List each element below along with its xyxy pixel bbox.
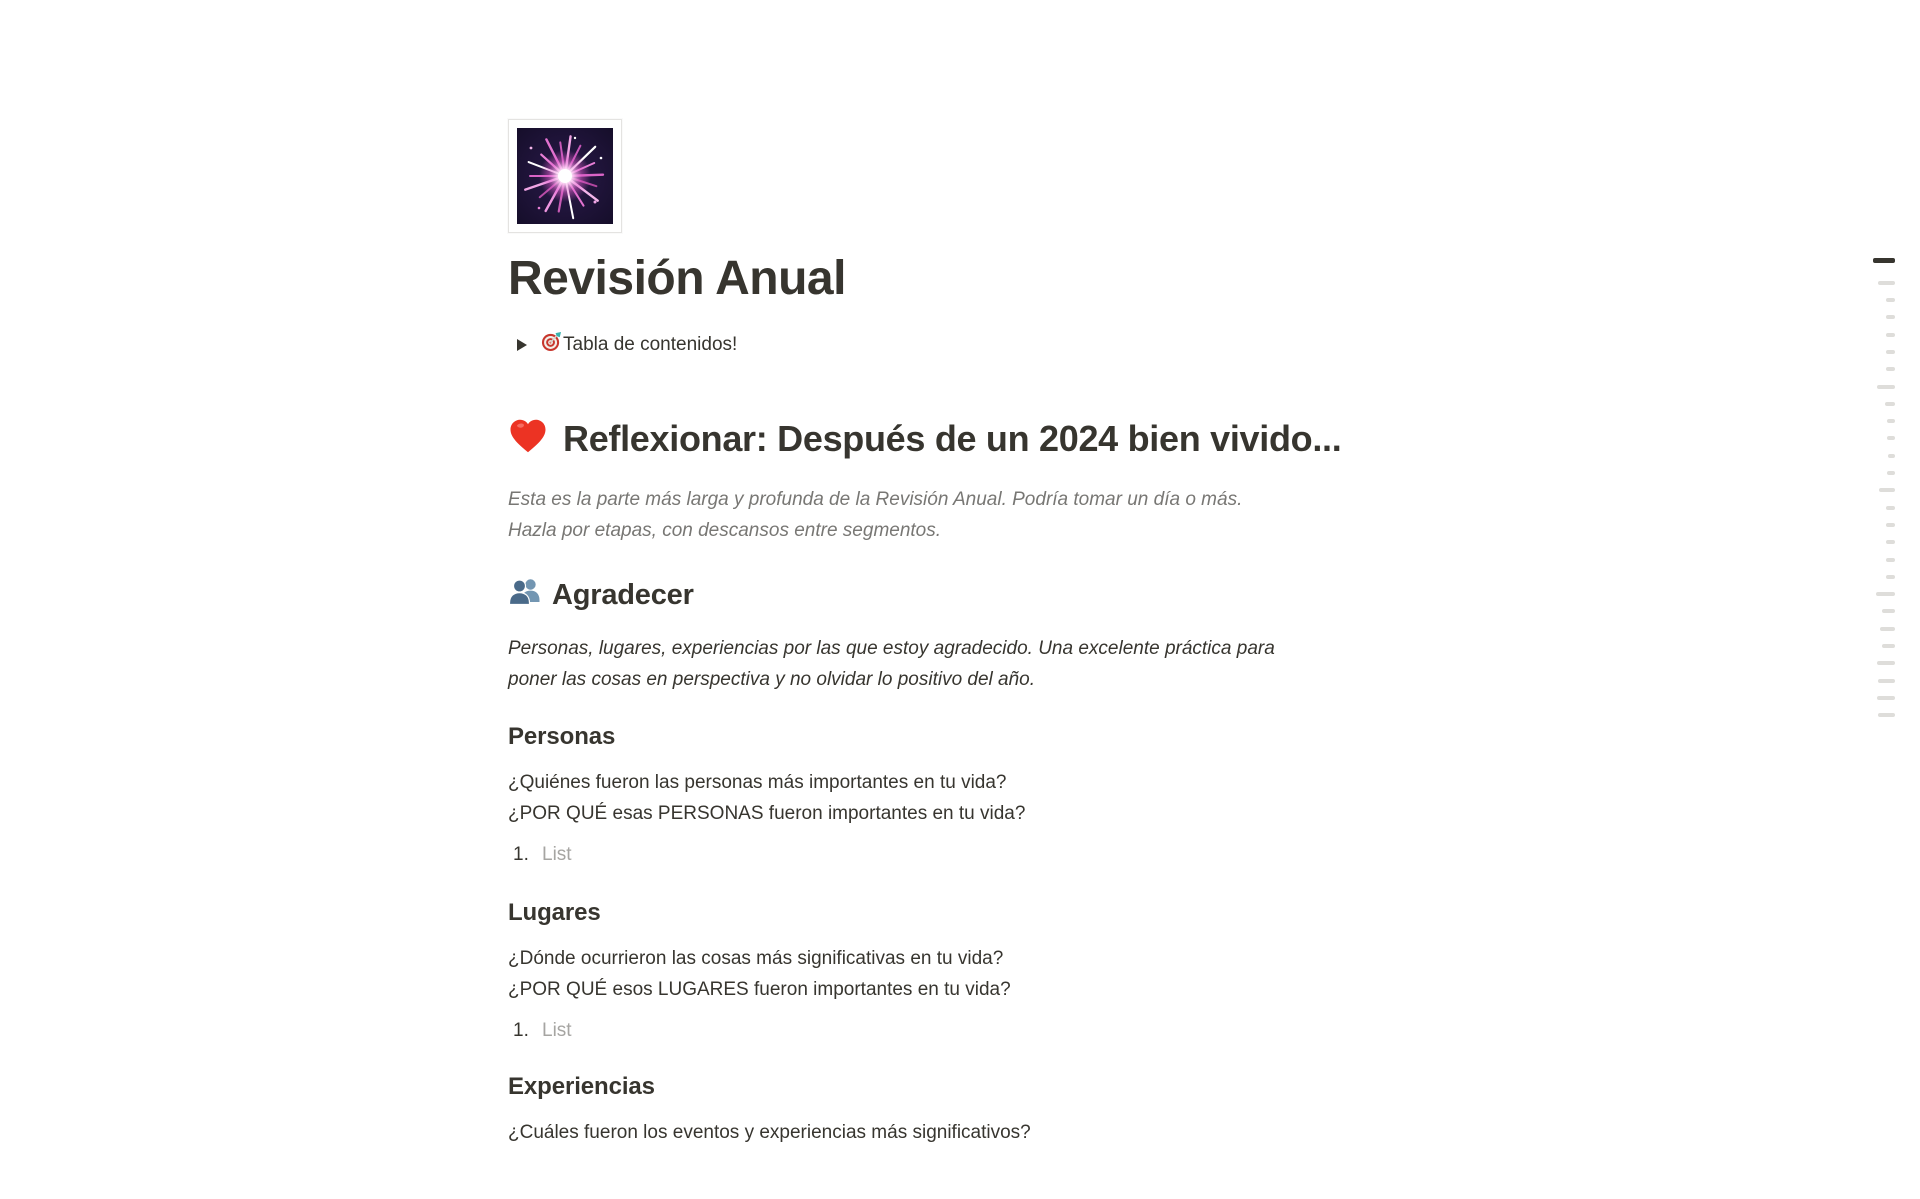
toggle-triangle-icon[interactable] [510, 333, 534, 357]
agradecer-description [508, 633, 1400, 695]
outline-dash[interactable] [1888, 454, 1895, 458]
heading-personas: Personas [508, 723, 616, 750]
outline-dash[interactable] [1886, 558, 1895, 562]
red-heart-icon [508, 417, 548, 467]
heading-lugares: Lugares [508, 899, 601, 926]
question-line: ¿Cuáles fueron los eventos y experiencias más significativos? [508, 1122, 1031, 1143]
outline-dash[interactable] [1877, 696, 1895, 700]
heading-experiencias: Experiencias [508, 1073, 655, 1100]
outline-dash[interactable] [1886, 523, 1895, 527]
outline-dash[interactable] [1887, 471, 1895, 475]
intro-line: Esta es la parte más larga y profunda de la Revisión Anual. Podría tomar un día o más. [508, 489, 1243, 510]
page-icon[interactable] [508, 119, 622, 233]
question-line: ¿POR QUÉ esas PERSONAS fueron importantes en tu vida? [508, 802, 1026, 824]
outline-dash[interactable] [1886, 333, 1895, 337]
list-number: 1. [513, 1020, 529, 1041]
outline-dash[interactable] [1886, 367, 1895, 371]
lugares-questions [508, 944, 1400, 1005]
page-title[interactable]: Revisión Anual [508, 252, 846, 305]
outline-dash[interactable] [1887, 436, 1895, 440]
outline-dash[interactable] [1878, 679, 1895, 683]
toggle-label [541, 330, 737, 360]
lugares-numbered-list-item[interactable] [508, 1016, 1400, 1046]
heading-reflexionar [508, 414, 1348, 467]
question-line: ¿Quiénes fueron las personas más importantes en tu vida? [508, 772, 1007, 793]
heading-reflexionar-text: Reflexionar: Después de un 2024 bien vivido... [563, 418, 1342, 459]
outline-dash-active[interactable] [1873, 258, 1895, 263]
outline-dash[interactable] [1879, 488, 1895, 492]
question-line: ¿Dónde ocurrieron las cosas más significativas en tu vida? [508, 948, 1004, 969]
heading-agradecer-text: Agradecer [552, 578, 694, 611]
toggle-block-tabla-de-contenidos[interactable] [508, 331, 1400, 359]
list-number: 1. [513, 844, 529, 865]
outline-indicator-rail[interactable] [1873, 258, 1895, 717]
intro-line: Hazla por etapas, con descansos entre segmentos. [508, 520, 942, 541]
outline-dash[interactable] [1877, 661, 1895, 665]
list-placeholder[interactable]: List [542, 1020, 572, 1041]
outline-dash[interactable] [1876, 592, 1895, 596]
list-placeholder[interactable]: List [542, 844, 572, 865]
question-line: ¿POR QUÉ esos LUGARES fueron importantes en tu vida? [508, 978, 1011, 1000]
outline-dash[interactable] [1886, 298, 1895, 302]
personas-questions [508, 768, 1400, 829]
intro-paragraph [508, 484, 1400, 546]
outline-dash[interactable] [1882, 609, 1895, 613]
desc-line: poner las cosas en perspectiva y no olvidar lo positivo del año. [508, 669, 1036, 690]
outline-dash[interactable] [1878, 281, 1895, 285]
toggle-label-text: Tabla de contenidos! [563, 334, 738, 355]
outline-dash[interactable] [1887, 419, 1895, 423]
experiencias-questions [508, 1118, 1400, 1149]
outline-dash[interactable] [1880, 627, 1895, 631]
outline-dash[interactable] [1886, 540, 1895, 544]
desc-line: Personas, lugares, experiencias por las que estoy agradecido. Una excelente práctica para [508, 638, 1275, 659]
outline-dash[interactable] [1886, 575, 1895, 579]
outline-dash[interactable] [1878, 713, 1895, 717]
outline-dash[interactable] [1882, 644, 1895, 648]
outline-dash[interactable] [1885, 402, 1895, 406]
page-content [508, 0, 1400, 1149]
target-icon [541, 331, 562, 361]
outline-dash[interactable] [1886, 506, 1895, 510]
outline-dash[interactable] [1877, 385, 1895, 389]
fireworks-photo-icon [517, 128, 613, 224]
busts-in-silhouette-icon [508, 576, 542, 617]
outline-dash[interactable] [1886, 315, 1895, 319]
outline-dash[interactable] [1886, 350, 1895, 354]
heading-agradecer [508, 574, 1400, 615]
personas-numbered-list-item[interactable] [508, 840, 1400, 870]
